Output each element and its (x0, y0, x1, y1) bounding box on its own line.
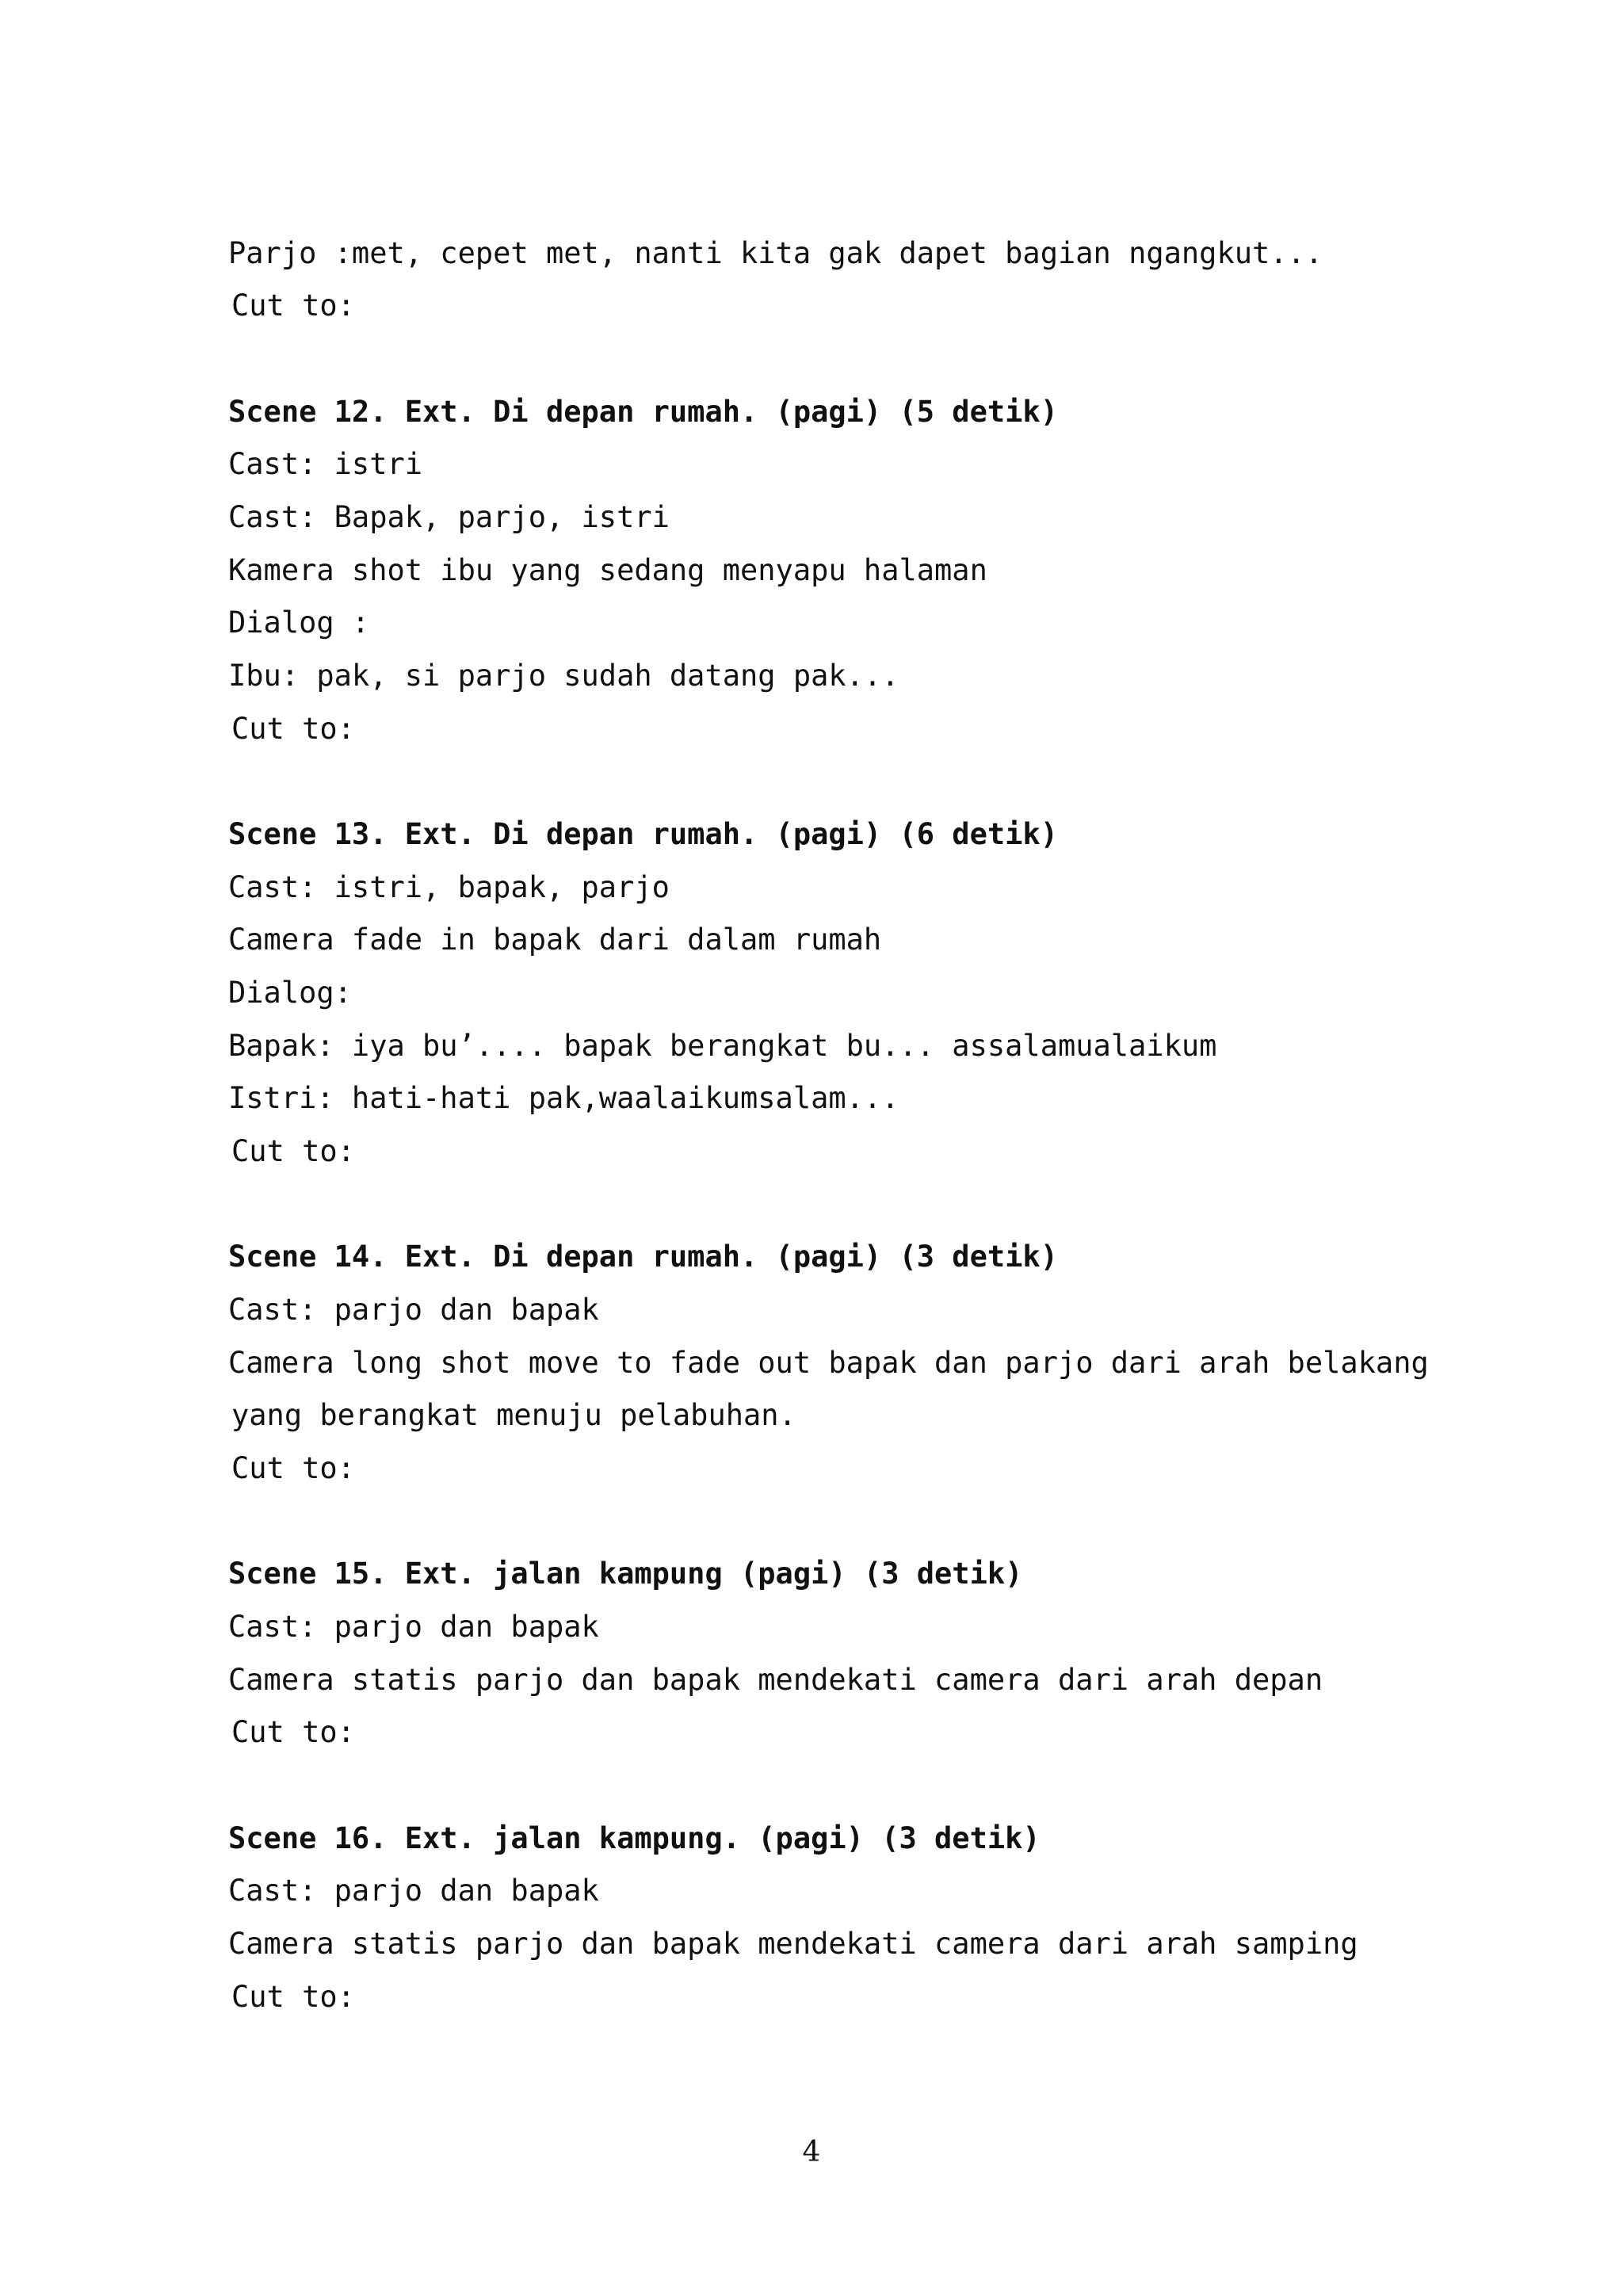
script-line: Camera statis parjo dan bapak mendekati camera dari arah samping (228, 1927, 1358, 1961)
page-number: 4 (802, 2136, 821, 2168)
scene-heading: Scene 14. Ext. Di depan rumah. (pagi) (3 detik) (228, 1240, 1058, 1274)
scene-heading: Scene 13. Ext. Di depan rumah. (pagi) (6 detik) (228, 817, 1058, 851)
script-line: Kamera shot ibu yang sedang menyapu halaman (228, 553, 987, 587)
script-line: Parjo :met, cepet met, nanti kita gak dapet bagian ngangkut... (228, 236, 1323, 270)
script-line: Cast: parjo dan bapak (228, 1874, 599, 1908)
transition-line: Cut to: (231, 1715, 355, 1749)
script-line: Camera statis parjo dan bapak mendekati camera dari arah depan (228, 1663, 1323, 1697)
script-line: yang berangkat menuju pelabuhan. (231, 1398, 796, 1432)
script-line: Dialog: (228, 976, 352, 1010)
scene-heading: Scene 12. Ext. Di depan rumah. (pagi) (5 detik) (228, 395, 1058, 429)
script-line: Bapak: iya bu’.... bapak berangkat bu... assalamualaikum (228, 1029, 1217, 1063)
script-line: Cast: Bapak, parjo, istri (228, 500, 670, 534)
script-line: Cast: parjo dan bapak (228, 1610, 599, 1644)
script-line: Dialog : (228, 606, 370, 640)
transition-line: Cut to: (231, 1980, 355, 2014)
scene-heading: Scene 15. Ext. jalan kampung (pagi) (3 detik) (228, 1557, 1023, 1591)
script-line: Cast: istri (228, 447, 423, 481)
transition-line: Cut to: (231, 288, 355, 323)
transition-line: Cut to: (231, 1134, 355, 1168)
transition-line: Cut to: (231, 712, 355, 746)
script-line: Ibu: pak, si parjo sudah datang pak... (228, 659, 899, 693)
script-line: Camera long shot move to fade out bapak dan parjo dari arah belakang (228, 1346, 1429, 1380)
script-line: Camera fade in bapak dari dalam rumah (228, 923, 882, 957)
script-line: Cast: parjo dan bapak (228, 1293, 599, 1327)
transition-line: Cut to: (231, 1451, 355, 1485)
script-line: Istri: hati-hati pak,waalaikumsalam... (228, 1081, 899, 1115)
scene-heading: Scene 16. Ext. jalan kampung. (pagi) (3 detik) (228, 1821, 1041, 1855)
script-line: Cast: istri, bapak, parjo (228, 870, 670, 904)
